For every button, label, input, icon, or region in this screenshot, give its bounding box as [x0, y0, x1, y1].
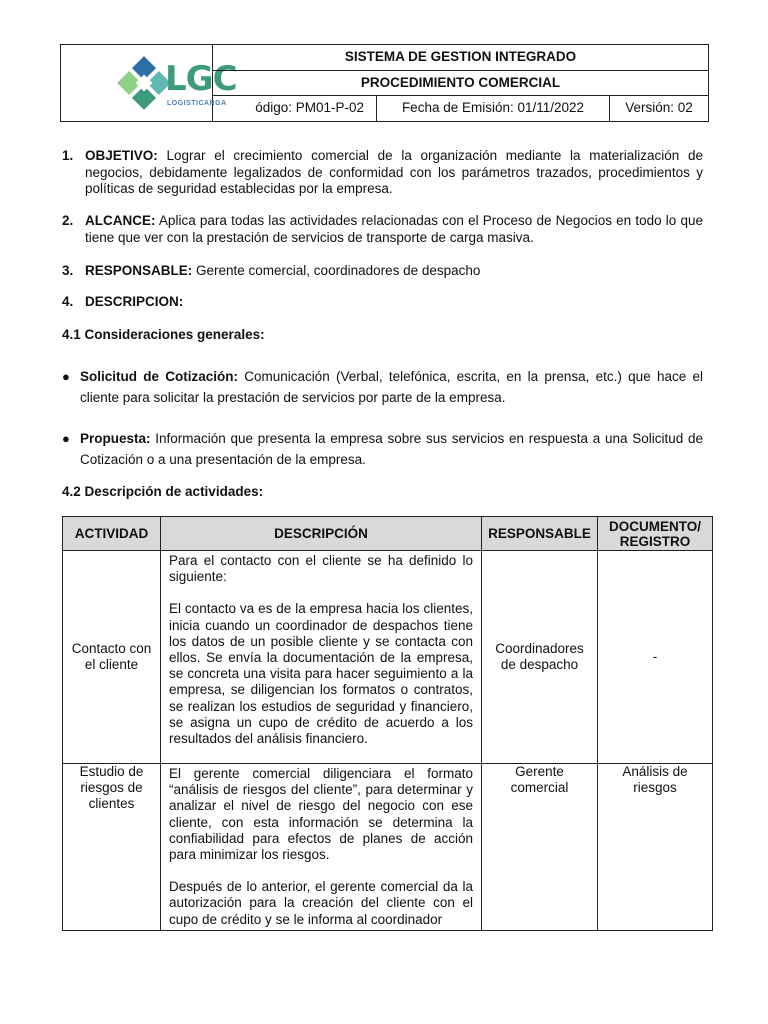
- description-paragraph: El contacto va es de la empresa hacia los clientes, inicia cuando un coordinador de despachos tiene los datos de un posible cliente y se contacta con ellos. Se envía la documentación de la empresa, se concreta una visita para hacer seguimiento a la empresa, se diligencian los formatos o contratos, se realizan los estudios de seguridad y financiero, se asigna un cupo de crédito de acuerdo a los resultados del análisis financiero.: [169, 601, 473, 747]
- bullet-icon: ●: [62, 431, 70, 446]
- term: Solicitud de Cotización:: [80, 369, 238, 384]
- list-item: [62, 428, 703, 470]
- bullet-icon: ●: [62, 369, 70, 384]
- activity-cell: Contacto con el cliente: [63, 551, 161, 764]
- section-text: Gerente comercial, coordinadores de despacho: [192, 263, 481, 278]
- description-paragraph: Para el contacto con el cliente se ha definido lo siguiente:: [169, 553, 473, 585]
- actividades-title: 4.2 Descripción de actividades:: [62, 484, 264, 499]
- definition: Información que presenta la empresa sobre sus servicios en respuesta a una Solicitud de Cotización o a una presentación de la empresa.: [80, 431, 703, 467]
- section-number: 2.: [62, 213, 74, 228]
- responsible-cell: Gerente comercial: [482, 764, 598, 931]
- section-alcance: [62, 213, 703, 246]
- description-cell: [161, 551, 482, 764]
- column-header-descripcion: DESCRIPCIÓN: [161, 517, 482, 551]
- list-item: [62, 366, 703, 408]
- company-logo: [61, 45, 237, 121]
- description-paragraph: Después de lo anterior, el gerente comercial da la autorización para la creación del cliente con el cupo de crédito y se le informa al coordinador: [169, 879, 473, 927]
- logo-text: LGC: [165, 59, 237, 99]
- activity-cell: Estudio de riesgos de clientes: [63, 764, 161, 931]
- document-header: [60, 44, 709, 122]
- term: Propuesta:: [80, 431, 151, 446]
- responsible-cell: Coordinadores de despacho: [482, 551, 598, 764]
- logo-subtext: LOGISTICARGA: [167, 100, 227, 107]
- table-row: [63, 764, 713, 931]
- column-header-responsable: RESPONSABLE: [482, 517, 598, 551]
- section-number: 3.: [62, 263, 74, 278]
- system-title: SISTEMA DE GESTION INTEGRADO: [213, 45, 708, 71]
- section-title: ALCANCE:: [85, 213, 156, 228]
- section-responsable: [62, 263, 703, 280]
- section-objetivo: [62, 148, 703, 198]
- table-header-row: [63, 517, 713, 551]
- document-cell: -: [598, 551, 713, 764]
- section-number: 1.: [62, 148, 74, 163]
- procedure-title: PROCEDIMIENTO COMERCIAL: [213, 71, 708, 96]
- definition: Comunicación (Verbal, telefónica, escrita, en la prensa, etc.) que hace el cliente para solicitar la prestación de servicios por parte de la empresa.: [80, 369, 703, 405]
- document-cell: Análisis de riesgos: [598, 764, 713, 931]
- issue-date: Fecha de Emisión: 01/11/2022: [377, 96, 610, 121]
- consideraciones-title: 4.1 Consideraciones generales:: [62, 327, 265, 342]
- section-number: 4.: [62, 294, 74, 309]
- section-title: RESPONSABLE:: [85, 263, 193, 278]
- document-code: ódigo: PM01-P-02: [213, 96, 377, 121]
- description-cell: [161, 764, 482, 931]
- section-title: OBJETIVO:: [85, 148, 158, 163]
- column-header-documento: DOCUMENTO/ REGISTRO: [598, 517, 713, 551]
- activities-table: [62, 516, 713, 931]
- section-descripcion: [62, 294, 703, 311]
- table-row: [63, 551, 713, 764]
- document-meta-row: [213, 96, 708, 121]
- section-text: Lograr el crecimiento comercial de la organización mediante la materialización de negocios, debidamente legalizados de conformidad con los parámetros trazados, procedimientos y políticas de seguridad establecidas por la empresa.: [85, 148, 703, 196]
- column-header-actividad: ACTIVIDAD: [63, 517, 161, 551]
- description-paragraph: El gerente comercial diligenciara el formato “análisis de riesgos del cliente”, para determinar y analizar el nivel de riesgo del negocio con ese cliente, con esta información se determina la confiabilidad para efectos de planes de acción para minimizar los riesgos.: [169, 766, 473, 863]
- section-text: Aplica para todas las actividades relacionadas con el Proceso de Negocios en todo lo que tiene que ver con la prestación de servicios de transporte de carga masiva.: [85, 213, 703, 245]
- section-title: DESCRIPCION:: [85, 294, 184, 309]
- document-version: Versión: 02: [625, 100, 693, 115]
